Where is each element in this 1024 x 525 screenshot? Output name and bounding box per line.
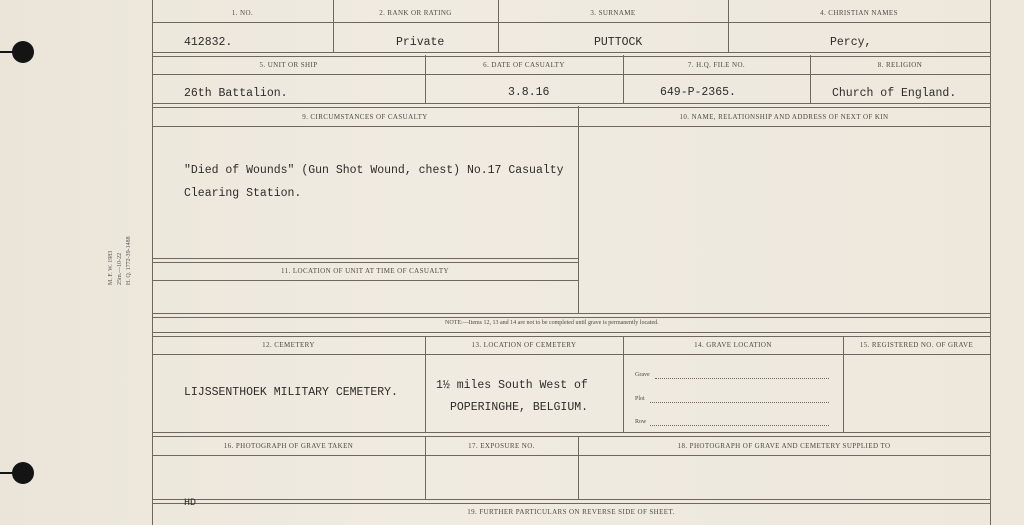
value-location-cemetery-line2: POPERINGHE, BELGIUM.: [450, 401, 589, 414]
rule-double: [152, 258, 578, 263]
side-print-line: H. Q. 1772-39-1488: [126, 236, 132, 285]
header-photo-taken: 16. PHOTOGRAPH OF GRAVE TAKEN: [223, 442, 354, 450]
plot-field-dots: [650, 401, 829, 403]
rule: [152, 280, 578, 281]
rule-double: [152, 499, 990, 504]
value-circumstances-line1: "Died of Wounds" (Gun Shot Wound, chest) No.17 Casualty: [184, 164, 564, 177]
divider: [425, 336, 426, 432]
header-date: 6. DATE OF CASUALTY: [483, 61, 565, 69]
rule: [152, 22, 990, 23]
rule: [152, 74, 990, 75]
header-location-unit: 11. LOCATION OF UNIT AT TIME OF CASUALTY: [281, 267, 449, 275]
header-christian: 4. CHRISTIAN NAMES: [820, 9, 898, 17]
header-location-cemetery: 13. LOCATION OF CEMETERY: [471, 341, 577, 349]
rule: [152, 455, 990, 456]
header-hq: 7. H.Q. FILE NO.: [687, 61, 746, 69]
rule-double: [152, 52, 990, 57]
divider: [843, 336, 844, 432]
rule: [152, 126, 990, 127]
row-field-label: Row: [635, 419, 647, 425]
frame-right: [990, 0, 991, 525]
header-no: 1. NO.: [231, 9, 254, 17]
header-surname: 3. SURNAME: [590, 9, 636, 17]
note-text: NOTE:—Items 12, 13 and 14 are not to be completed until grave is permanently located.: [445, 320, 659, 326]
header-rank: 2. RANK OR RATING: [379, 9, 452, 17]
value-christian: Percy,: [830, 36, 872, 49]
value-rank: Private: [396, 36, 445, 49]
value-circumstances-line2: Clearing Station.: [184, 187, 302, 200]
grave-field-dots: [655, 377, 829, 379]
header-kin: 10. NAME, RELATIONSHIP AND ADDRESS OF NEXT OF KIN: [679, 113, 889, 121]
header-cemetery: 12. CEMETERY: [262, 341, 315, 349]
value-religion: Church of England.: [832, 87, 957, 100]
rule-double: [152, 103, 990, 108]
value-initials: HD: [184, 498, 197, 509]
rule: [152, 354, 990, 355]
header-grave-location: 14. GRAVE LOCATION: [694, 341, 772, 349]
side-print-line: 25m.—10-22: [117, 252, 123, 285]
value-unit: 26th Battalion.: [184, 87, 288, 100]
punch-hole-bottom: [12, 462, 34, 484]
header-photo-supplied: 18. PHOTOGRAPH OF GRAVE AND CEMETERY SUPPLIED TO: [677, 442, 891, 450]
divider: [623, 336, 624, 432]
value-location-cemetery-line1: 1½ miles South West of: [436, 379, 588, 392]
value-surname: PUTTOCK: [594, 36, 643, 49]
value-cemetery: LIJSSENTHOEK MILITARY CEMETERY.: [184, 386, 398, 399]
divider: [578, 106, 579, 314]
rule-double: [152, 313, 990, 318]
divider: [333, 0, 334, 52]
footer-further-particulars: 19. FURTHER PARTICULARS ON REVERSE SIDE OF SHEET.: [467, 508, 675, 516]
header-exposure: 17. EXPOSURE NO.: [468, 442, 535, 450]
header-religion: 8. RELIGION: [877, 61, 923, 69]
side-print-line: M. F. W. 1983: [108, 250, 114, 285]
side-print: [107, 236, 157, 285]
divider: [728, 0, 729, 52]
header-circumstances: 9. CIRCUMSTANCES OF CASUALTY: [302, 113, 428, 121]
row-field-dots: [650, 424, 829, 426]
divider: [498, 0, 499, 52]
punch-hole-top: [12, 41, 34, 63]
value-date: 3.8.16: [508, 86, 550, 99]
header-unit: 5. UNIT OR SHIP: [259, 61, 318, 69]
header-registered: 15. REGISTERED NO. OF GRAVE: [859, 341, 974, 349]
grave-field-label: Grave: [635, 372, 650, 378]
rule-double: [152, 332, 990, 337]
value-hq: 649-P-2365.: [660, 86, 736, 99]
rule-double: [152, 432, 990, 437]
value-no: 412832.: [184, 36, 233, 49]
plot-field-label: Plot: [635, 396, 645, 402]
